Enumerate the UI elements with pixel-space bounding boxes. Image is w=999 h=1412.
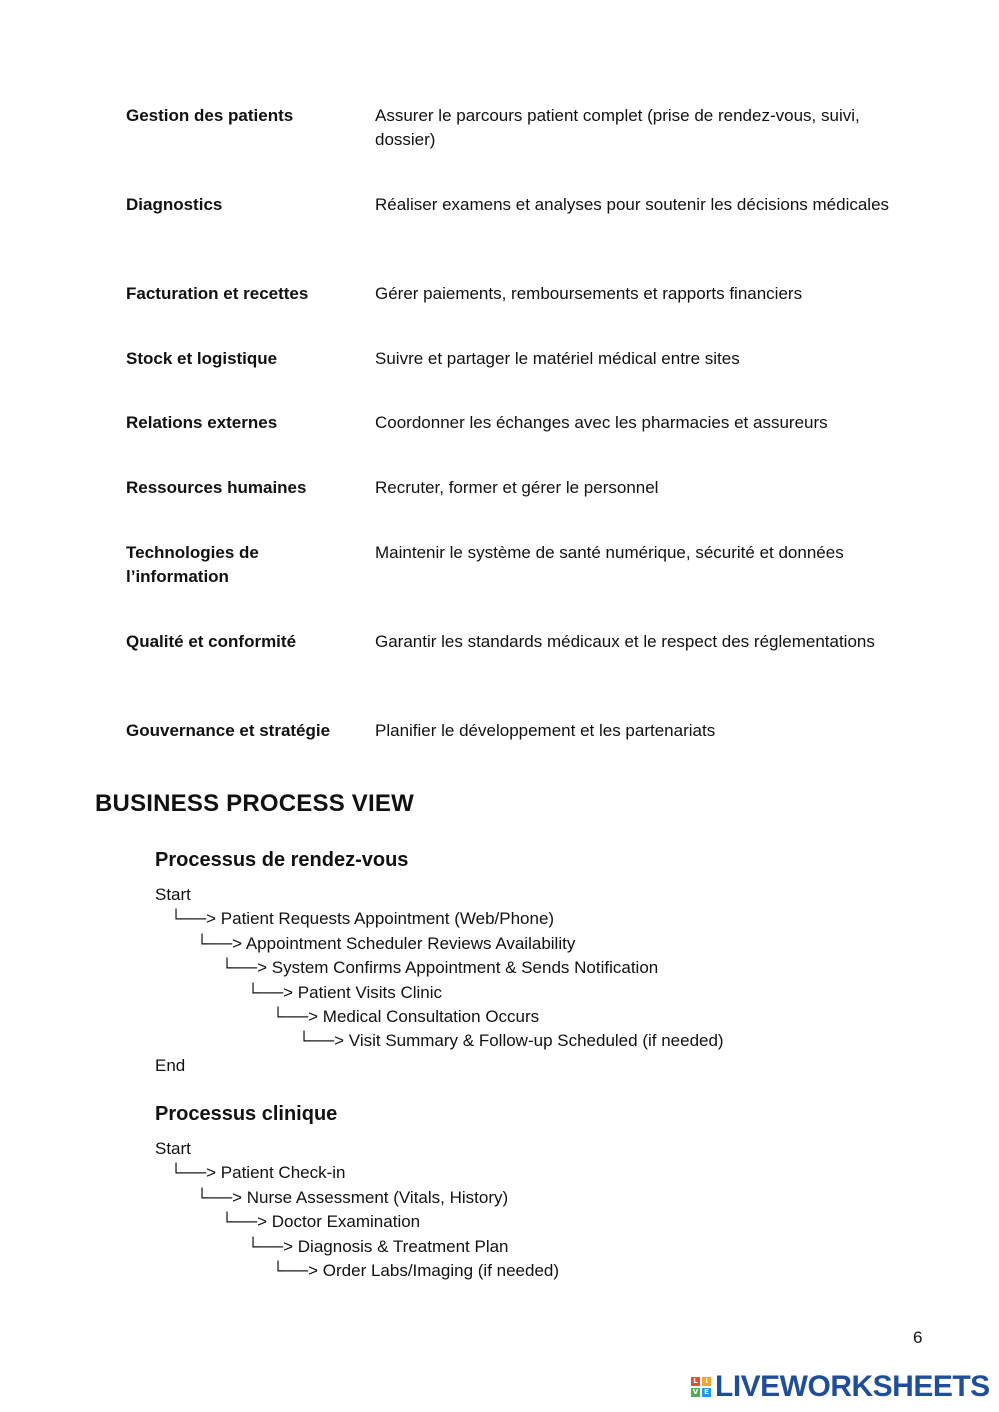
brand-letter: L	[691, 1377, 700, 1386]
capability-name: Facturation et recettes	[126, 284, 309, 303]
capability-description: Suivre et partager le matériel médical entre sites	[375, 349, 740, 368]
capability-name: Gestion des patients	[126, 106, 294, 125]
brand-letter: E	[702, 1388, 711, 1397]
capability-description: Garantir les standards médicaux et le respect des réglementations	[375, 632, 875, 651]
flow-start: Start	[155, 1139, 191, 1158]
capability-name: Gouvernance et stratégie	[126, 721, 331, 740]
process-title: Processus clinique	[155, 1103, 338, 1125]
flow-step: └──> Diagnosis & Treatment Plan	[247, 1237, 509, 1256]
flow-step: └──> System Confirms Appointment & Sends Notification	[221, 958, 659, 977]
brand-name: LIVEWORKSHEETS	[715, 1370, 990, 1403]
flow-end: End	[155, 1056, 186, 1075]
capability-description: Recruter, former et gérer le personnel	[375, 478, 659, 497]
capability-name: Ressources humaines	[126, 478, 307, 497]
capability-description: Coordonner les échanges avec les pharmacies et assureurs	[375, 413, 828, 432]
capability-name: Diagnostics	[126, 195, 223, 214]
flow-step: └──> Patient Visits Clinic	[247, 983, 443, 1002]
capability-name: Relations externes	[126, 413, 278, 432]
brand-letter: I	[702, 1377, 711, 1386]
capability-name: Stock et logistique	[126, 349, 278, 368]
capability-name: Qualité et conformité	[126, 632, 297, 651]
page-number: 6	[913, 1328, 923, 1347]
flow-step: └──> Doctor Examination	[221, 1212, 421, 1231]
flow-step: └──> Patient Check-in	[170, 1163, 346, 1182]
section-title: BUSINESS PROCESS VIEW	[95, 790, 414, 817]
flow-step: └──> Appointment Scheduler Reviews Availability	[196, 934, 576, 953]
flow-start: Start	[155, 885, 191, 904]
brand-grid-icon	[691, 1377, 711, 1397]
brand-logo[interactable]	[691, 1372, 990, 1402]
flow-step: └──> Nurse Assessment (Vitals, History)	[196, 1188, 509, 1207]
flow-step: └──> Medical Consultation Occurs	[272, 1007, 540, 1026]
capability-description: Gérer paiements, remboursements et rapports financiers	[375, 284, 803, 303]
flow-step: └──> Order Labs/Imaging (if needed)	[272, 1261, 560, 1280]
capability-name: Technologies de l’information	[126, 543, 259, 586]
flow-step: └──> Visit Summary & Follow-up Scheduled (if needed)	[298, 1031, 724, 1050]
capability-description: Maintenir le système de santé numérique, sécurité et données	[375, 543, 844, 562]
process-title: Processus de rendez-vous	[155, 849, 409, 871]
brand-letter: V	[692, 1388, 699, 1396]
capability-description: Réaliser examens et analyses pour soutenir les décisions médicales	[375, 195, 890, 214]
capability-description: Planifier le développement et les partenariats	[375, 721, 716, 740]
flow-step: └──> Patient Requests Appointment (Web/Phone)	[170, 909, 555, 928]
capability-description: Assurer le parcours patient complet (prise de rendez-vous, suivi, dossier)	[375, 106, 860, 149]
